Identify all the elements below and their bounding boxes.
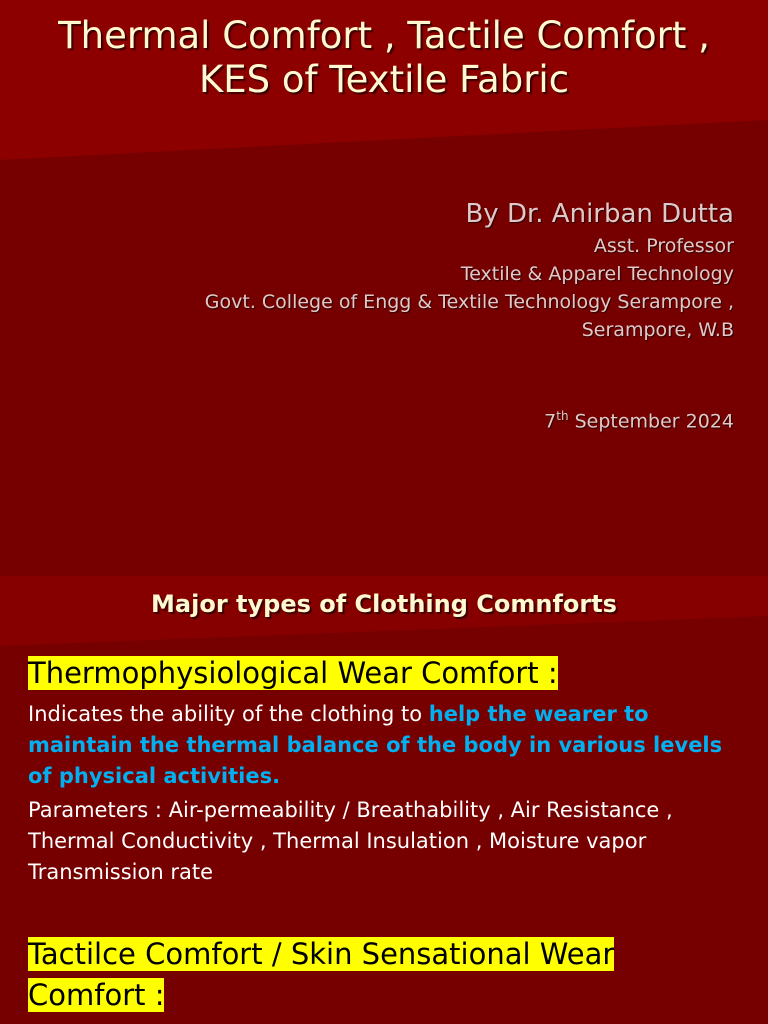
date-month-year: September 2024 [568, 410, 734, 433]
author-name: By Dr. Anirban Dutta [465, 199, 734, 229]
date-suffix: th [556, 409, 569, 423]
author-department: Textile & Apparel Technology [460, 263, 734, 285]
highlighted-text: Tactilce Comfort / Skin Sensational Wear Comfort : [28, 937, 615, 1012]
parameters-text: Parameters : Air-permeability / Breathability , Air Resistance , Thermal Conductivity , Thermal Insulation , Moisture vapor Transmission rate [28, 798, 673, 884]
subheading-thermophysiological [28, 654, 748, 692]
slide-heading: Major types of Clothing Comnforts [151, 590, 617, 618]
subheading-tactile [28, 934, 688, 1016]
presentation-date [544, 402, 734, 435]
description-text: Indicates the ability of the clothing to [28, 702, 429, 726]
title-line-1: Thermal Comfort , Tactile Comfort , [58, 14, 710, 57]
title-line-2: KES of Textile Fabric [198, 58, 570, 101]
date-day: 7 [544, 410, 557, 433]
author-college: Govt. College of Engg & Textile Technology Serampore , [204, 291, 734, 313]
slide-title [0, 14, 768, 102]
description-emphasis: help the wearer to maintain the thermal balance of the body in various levels of physical activities. [28, 702, 723, 788]
highlighted-text: Thermophysiological Wear Comfort : [28, 656, 558, 690]
content-slide [0, 576, 768, 1024]
author-location: Serampore, W.B [581, 319, 734, 341]
thermal-description [28, 699, 743, 792]
author-block [205, 196, 734, 344]
author-position: Asst. Professor [593, 235, 734, 257]
